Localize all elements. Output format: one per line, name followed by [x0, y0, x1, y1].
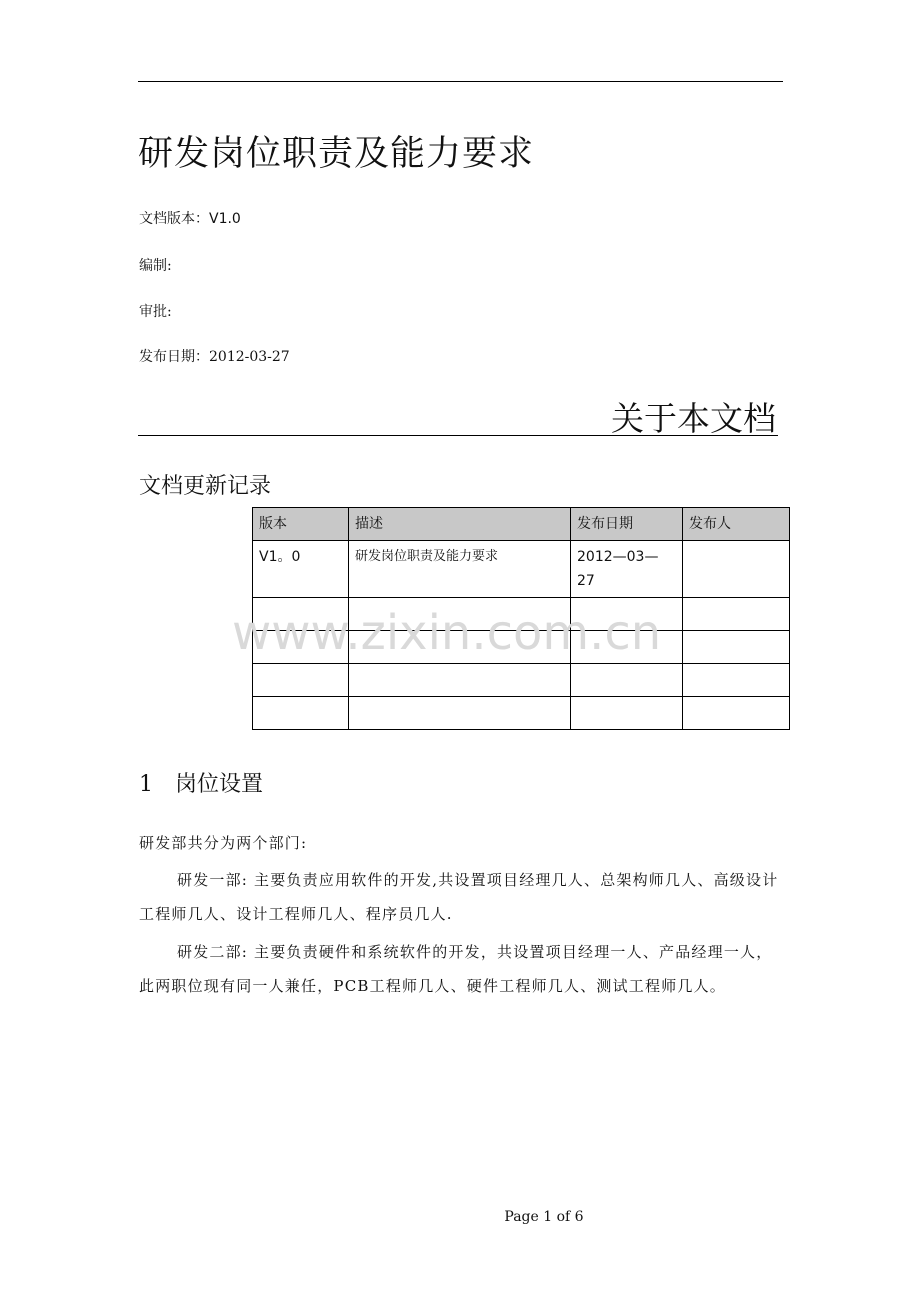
- cell-publisher: [683, 664, 790, 697]
- meta-version-value: V1.0: [209, 211, 241, 227]
- cell-date: 2012—03—27: [571, 541, 683, 598]
- section-title: 岗位设置: [175, 772, 264, 797]
- column-header-description: 描述: [349, 508, 571, 541]
- watermark: www.zixin.com.cn: [232, 605, 662, 661]
- section-number: 1: [139, 772, 153, 797]
- page-footer: Page 1 of 6: [504, 1209, 584, 1225]
- meta-date-label: 发布日期：: [139, 349, 209, 365]
- paragraph-rd-dept-2: [139, 935, 786, 1003]
- paragraph-rd-dept-2-text: 研发二部: 主要负责硬件和系统软件的开发，共设置项目经理一人、产品经理一人，此两职位现有同一人兼任，PCB工程师几人、硬件工程师几人、测试工程师几人。: [139, 943, 773, 995]
- about-rule: [138, 435, 778, 436]
- section-1-heading: [139, 767, 263, 798]
- cell-publisher: [683, 541, 790, 598]
- meta-author: [139, 255, 172, 275]
- cell-version: V1。0: [253, 541, 349, 598]
- table-row: [253, 541, 790, 598]
- cell-date: [571, 697, 683, 730]
- cell-date: [571, 664, 683, 697]
- meta-date: [139, 346, 290, 366]
- table-row: [253, 697, 790, 730]
- cell-version: [253, 664, 349, 697]
- column-header-date: 发布日期: [571, 508, 683, 541]
- column-header-version: 版本: [253, 508, 349, 541]
- cell-publisher: [683, 631, 790, 664]
- meta-version: [139, 208, 241, 228]
- meta-approval-label: 审批:: [139, 304, 172, 320]
- cell-description: 研发岗位职责及能力要求: [349, 541, 571, 598]
- cell-publisher: [683, 697, 790, 730]
- meta-approval: [139, 301, 172, 321]
- paragraph-rd-dept-1-text: 研发一部: 主要负责应用软件的开发,共设置项目经理几人、总架构师几人、高级设计工程师几人、设计工程师几人、程序员几人.: [139, 871, 779, 923]
- cell-description: [349, 664, 571, 697]
- paragraph-rd-dept-1: [139, 863, 786, 931]
- table-header-row: [253, 508, 790, 541]
- table-row: [253, 664, 790, 697]
- cell-version: [253, 697, 349, 730]
- section-intro: 研发部共分为两个部门:: [139, 834, 308, 852]
- meta-author-label: 编制:: [139, 258, 172, 274]
- cell-publisher: [683, 598, 790, 631]
- column-header-publisher: 发布人: [683, 508, 790, 541]
- about-heading: 关于本文档: [611, 399, 776, 438]
- meta-version-label: 文档版本：: [139, 211, 209, 227]
- top-rule: [138, 81, 783, 82]
- meta-date-value: 2012-03-27: [209, 349, 290, 365]
- cell-description: [349, 697, 571, 730]
- update-record-heading: 文档更新记录: [139, 474, 272, 499]
- document-title: 研发岗位职责及能力要求: [138, 134, 535, 174]
